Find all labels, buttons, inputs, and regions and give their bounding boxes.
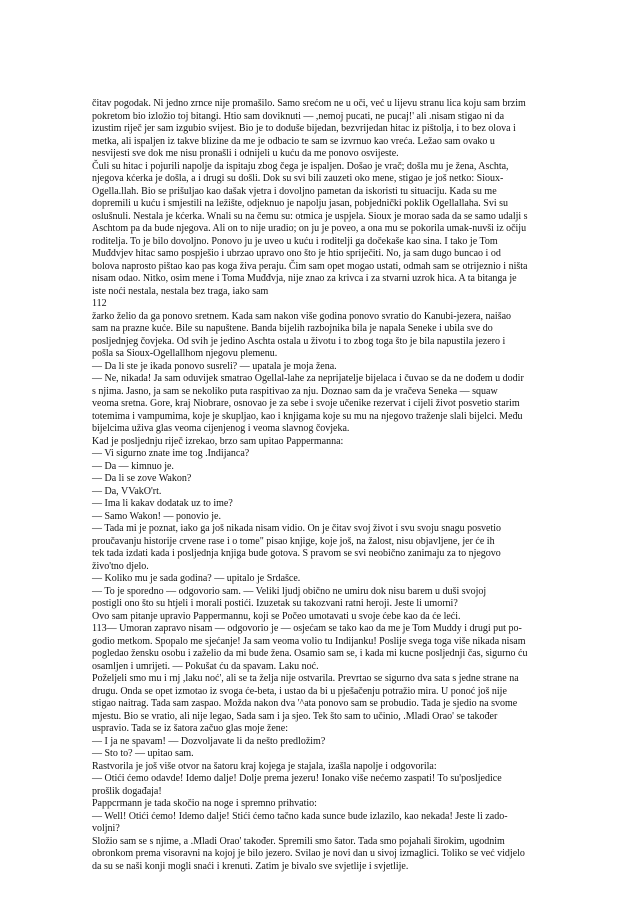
paragraph: — Tada mi je poznat, iako ga još nikada nisam vidio. On je čitav svoj život i svu svoju snagu posvetio proučavanju historije crvene rase i o tome" pisao knjige, koje još, na žalost, nisu objavljene, jer će ih tek tada izdati kada i posljednja knjiga bude gotova. S pravom se svi neobično zanimaju za to njegovo živo'tno djelo. [92,523,502,572]
paragraph: — Koliko mu je sada godina? — upitalo je Srdašce. [92,573,301,584]
paragraph: Čuli su hitac i pojurili napolje da ispitaju zbog čega je ispaljen. Došao je vrač; došla mu je žena, Aschta, njegova kćerka je došla, a i drugi su došli. Dok su svi bili zauzeti oko mene, stigao je još netko: Sioux- Ogella.llah. Bio se prišuljao kao dašak vjetra i dovoljno pametan da iskoristi tu situaciju. Kada su me dopremili u kuću i smjestili na ležište, odjeknuo je napolju jasan, pobjednički poklik Ogellallaha. Svi su oslušnuli. Nestala je kćerka. Wnali su na čemu su: otmica je uspjela. Sioux je morao sada da se samo udalji s Aschtom pa da bude njegova. Ali on to nije uradio; on ju je poveo, a ona mu se pokorila umak-nuvši iz očiju roditelja. To je bilo dovoljno. Ponovo ju je uveo u kuću i roditelji ga dočekaše kao sina. I tako je Tom Muđdvjev hitac samo pospješio i ubrzao upravo ono što je htio spriječiti. No, ja sam dugo buncao i od bolova naprosto pištao kao pas koga živa peraju. Čim sam opet mogao ustati, odmah sam se otrijeznio i ništa nisam odao. Nitko, osim mene i Toma Muđđvja, nije znao za krivca i za stvarni uzrok hica. A ta bitanga je iste noći nestala, nestala bez traga, iako sam [92,160,528,297]
paragraph: Složio sam se s njime, a .Mladi Orao' također. Spremili smo šator. Tada smo pojahali širokim, ugodnim obronkom prema visoravni na kojoj je bilo jezero. Svilao je novi dan u sivoj izmaglici. Toliko se već vidjelo da su se naši konji mogli snaći i krenuti. Zatim je bivalo sve svjetlije i svjetlije. [92,835,525,872]
paragraph: žarko želio da ga ponovo sretnem. Kada sam nakon više godina ponovo svratio do Kanubi-jezera, naišao sam na prazne kuće. Bile su napuštene. Banda bijelih razbojnika bila je napala Seneke i ubila sve do posljednjeg čovjeka. Od svih je jedino Aschta ostala u životu i to zbog toga što je bila napustila jezero i pošla sa Sioux-Ogellallhom njegovu plemenu. [92,310,512,359]
paragraph: — Ima li kakav dodatak uz to ime? [92,498,233,509]
paragraph: Rastvorila je još više otvor na šatoru kraj kojega je stajala, izašla napolje i odgovorila: [92,760,437,772]
paragraph: — Da — kimnuo je. [92,460,174,472]
paragraph: — Da, VVakO'rt. [92,485,162,497]
paragraph: Ovo sam pitanje upravio Pappermannu, koji se Počeo umotavati u svoje ćebe kao da će leći. [92,610,461,622]
paragraph: Pappcrmann je tada skočio na noge i spremno prihvatio: [92,798,317,809]
paragraph: — Otići ćemo odavde! Idemo dalje! Dolje prema jezeru! Ionako više nećemo zaspati! To su'posljedice prošlik događaja! [92,773,502,797]
paragraph: Kad je posljednju riječ izrekao, brzo sam upitao Pappermanna: [92,435,344,447]
paragraph: 113— Umoran zapravo nisam — odgovorio je — osjećam se tako kao da me je Tom Muddy i drugi put po- godio metkom. Spopalo me sjećanje! Ja sam veoma volio tu Indijanku! Poslije svega toga više nikada nisam pogledao žensku osobu i zaželio da mi bude žena. Osamio sam se, i kada mi kucne posljednji čas, sigurno ću osamljen i umrijeti. — Pokušat ću da spavam. Laku noć. [92,623,528,672]
page-number: 112 [92,298,107,309]
paragraph: — Da li se zove Wakon? [92,473,192,484]
paragraph: Poželjeli smo mu i rnj ,laku noć', ali se ta želja nije ostvarila. Prevrtao se sigurno dva sata s jedne strane na drugu. Onda se opet izmotao iz svoga će-beta, i ustao da bi u pješačenju potražio mira. U ponoć još nije stigao naitrag. Tada sam zaspao. Možda nakon dva '^ata ponovo sam se probudio. Tada je sjedio na svome mjestu. Bio se vratio, ali nije legao, Sada sam i ja sjeo. Tek što sam to učinio, .Mladi Orao' se također uspravio. Tada se iz šatora začuo glas moje žene: [92,673,519,734]
paragraph: — Da li ste je ikada ponovo susreli? — upatala je moja žena. [92,360,337,372]
paragraph: — Vi sigurno znate ime tog .Indijanca? [92,448,250,459]
paragraph: — Well! Otići ćemo! Idemo dalje! Stići ćemo tačno kada sunce bude izlazilo, kao nekada! Jeste li zado- voljni? [92,810,508,834]
paragraph: — Samo Wakon! — ponovio je. [92,510,221,522]
paragraph: — Ne, nikada! Ja sam oduvijek smatrao Ogellal-lahe za neprijatelje bijelaca i čuvao se da ne dođem u dodir s njima. Jasno, ja sam se nekoliko puta raspitivao za nju. Doznao sam da je vračeva Seneka — squaw veoma sretna. Gore, kraj Niobrare, osnovao je za sebe i svoje učenike rezervat i cijeli život posvetio starim totemima i vampumima, koje je skupljao, kao i knjigama koje su mu na njegovo traženje slali bijelci. Među bijelcima uživa glas veoma cijenjenog i veoma slavnog čovjeka. [92,373,524,434]
paragraph: — I ja ne spavam! — Dozvoljavate li da nešto predložim? [92,735,326,747]
paragraph: čitav pogodak. Ni jedno zrnce nije promašilo. Samo srećom ne u oči, već u lijevu stranu lica koju sam brzim pokretom bio izložio toj bitangi. Htio sam doviknuti — ,nemoj pucati, ne pucaj!' ali .nisam stigao ni da izustim riječ jer sam izgubio svijest. Bio je to doduše bijedan, bezvrijedan hitac iz pištolja, i to bez olova i metka, ali ispaljen iz takve blizine da me je odbacio te sam se izvrnuo kao vreća. Ležao sam ovako u nesvijesti sve dok me nisu pronašli i odnijeli u kuću da me ponovo osvijeste. [92,98,526,159]
paragraph: — Sto to? — upitao sam. [92,748,194,759]
paragraph: — To je sporedno — odgovorio sam. — Veliki ljudj obično ne umiru dok nisu barem u duši svojoj postigli ono što su htjeli i morali postići. Izuzetak su takozvani ratni heroji. Jeste li umorni? [92,585,487,609]
document-page [92,98,552,873]
